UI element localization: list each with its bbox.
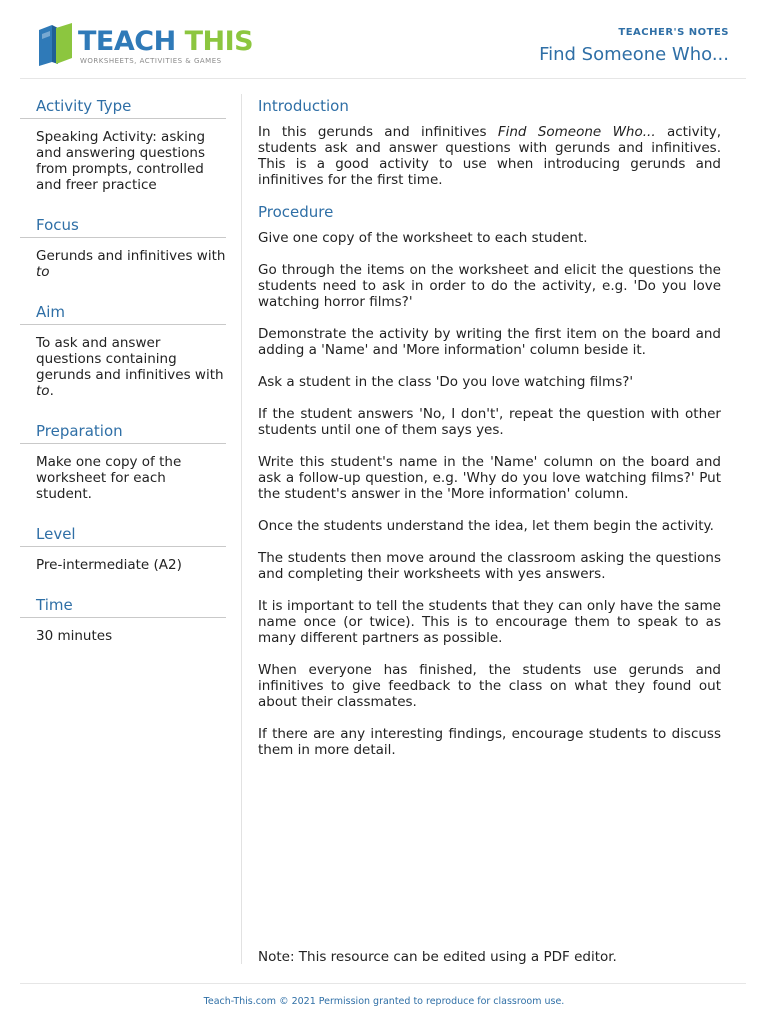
intro-text-end: activity, students ask and answer questions with gerunds and infinitives. This is a good activity to use when introducing gerunds and infinitives for the first time.	[258, 124, 721, 188]
footer-copyright: Teach-This.com © 2021 Permission granted to reproduce for classroom use.	[203, 996, 565, 1007]
doc-kind-label: TEACHER'S NOTES	[618, 27, 729, 38]
aim-text-em: to	[36, 383, 50, 399]
footer-divider	[20, 983, 746, 984]
logo-wordmark	[78, 26, 253, 58]
activity-type-heading: Activity Type	[20, 94, 226, 119]
aim-heading: Aim	[20, 300, 226, 325]
aim-text-end: .	[49, 383, 54, 399]
introduction-text	[258, 124, 721, 188]
intro-text-start: In this gerunds and infinitives	[258, 124, 498, 140]
preparation-section	[20, 419, 226, 502]
logo-word-this: THIS	[184, 26, 254, 57]
preparation-text: Make one copy of the worksheet for each student.	[36, 454, 182, 502]
focus-text-em: to	[36, 264, 50, 280]
time-text: 30 minutes	[36, 628, 113, 644]
procedure-step: It is important to tell the students that they can only have the same name once (or twice). This is to encourage them to speak to as many different partners as possible.	[258, 598, 721, 646]
editor-note: Note: This resource can be edited using a PDF editor.	[258, 949, 617, 965]
teach-this-logo[interactable]	[36, 22, 254, 70]
column-divider	[241, 94, 242, 964]
activity-type-text: Speaking Activity: asking and answering questions from prompts, controlled and freer practice	[36, 129, 206, 193]
aim-text-main: To ask and answer questions containing gerunds and infinitives with	[36, 335, 224, 383]
procedure-step: Ask a student in the class 'Do you love watching films?'	[258, 374, 634, 390]
procedure-step: Give one copy of the worksheet to each student.	[258, 230, 588, 246]
page-header	[20, 0, 746, 79]
procedure-step: The students then move around the classroom asking the questions and completing their worksheets with yes answers.	[258, 550, 721, 582]
procedure-step: Go through the items on the worksheet and elicit the questions the students need to ask in order to do the activity, e.g. 'Do you love watching horror films?'	[258, 262, 721, 310]
level-text: Pre-intermediate (A2)	[36, 557, 182, 573]
logo-word-teach: TEACH	[78, 26, 176, 57]
procedure-step: If the student answers 'No, I don't', repeat the question with other students until one of them says yes.	[258, 406, 721, 438]
intro-text-em: Find Someone Who...	[497, 124, 656, 140]
preparation-heading: Preparation	[20, 419, 226, 444]
procedure-step: Write this student's name in the 'Name' column on the board and ask a follow-up question, e.g. 'Why do you love watching films?' Put the student's answer in the 'More information' column.	[258, 454, 721, 502]
procedure-step: Demonstrate the activity by writing the first item on the board and adding a 'Name' and 'More information' column beside it.	[258, 326, 721, 358]
introduction-heading: Introduction	[258, 97, 349, 115]
time-section	[20, 593, 226, 644]
level-heading: Level	[20, 522, 226, 547]
procedure-step: When everyone has finished, the students use gerunds and infinitives to give feedback to the class on what they found out about their classmates.	[258, 662, 721, 710]
book-icon	[36, 22, 76, 68]
sidebar	[20, 94, 226, 664]
time-heading: Time	[20, 593, 226, 618]
focus-text	[20, 238, 226, 280]
procedure-heading: Procedure	[258, 203, 334, 221]
aim-text	[20, 325, 226, 399]
activity-type-section	[20, 94, 226, 193]
focus-heading: Focus	[20, 213, 226, 238]
aim-section	[20, 300, 226, 399]
doc-title: Find Someone Who...	[539, 44, 729, 65]
level-section	[20, 522, 226, 573]
procedure-step: Once the students understand the idea, let them begin the activity.	[258, 518, 714, 534]
focus-text-main: Gerunds and infinitives with	[36, 248, 226, 264]
logo-tagline: WORKSHEETS, ACTIVITIES & GAMES	[80, 57, 222, 65]
focus-section	[20, 213, 226, 280]
procedure-step: If there are any interesting findings, encourage students to discuss them in more detail.	[258, 726, 721, 758]
main-content	[258, 94, 721, 774]
